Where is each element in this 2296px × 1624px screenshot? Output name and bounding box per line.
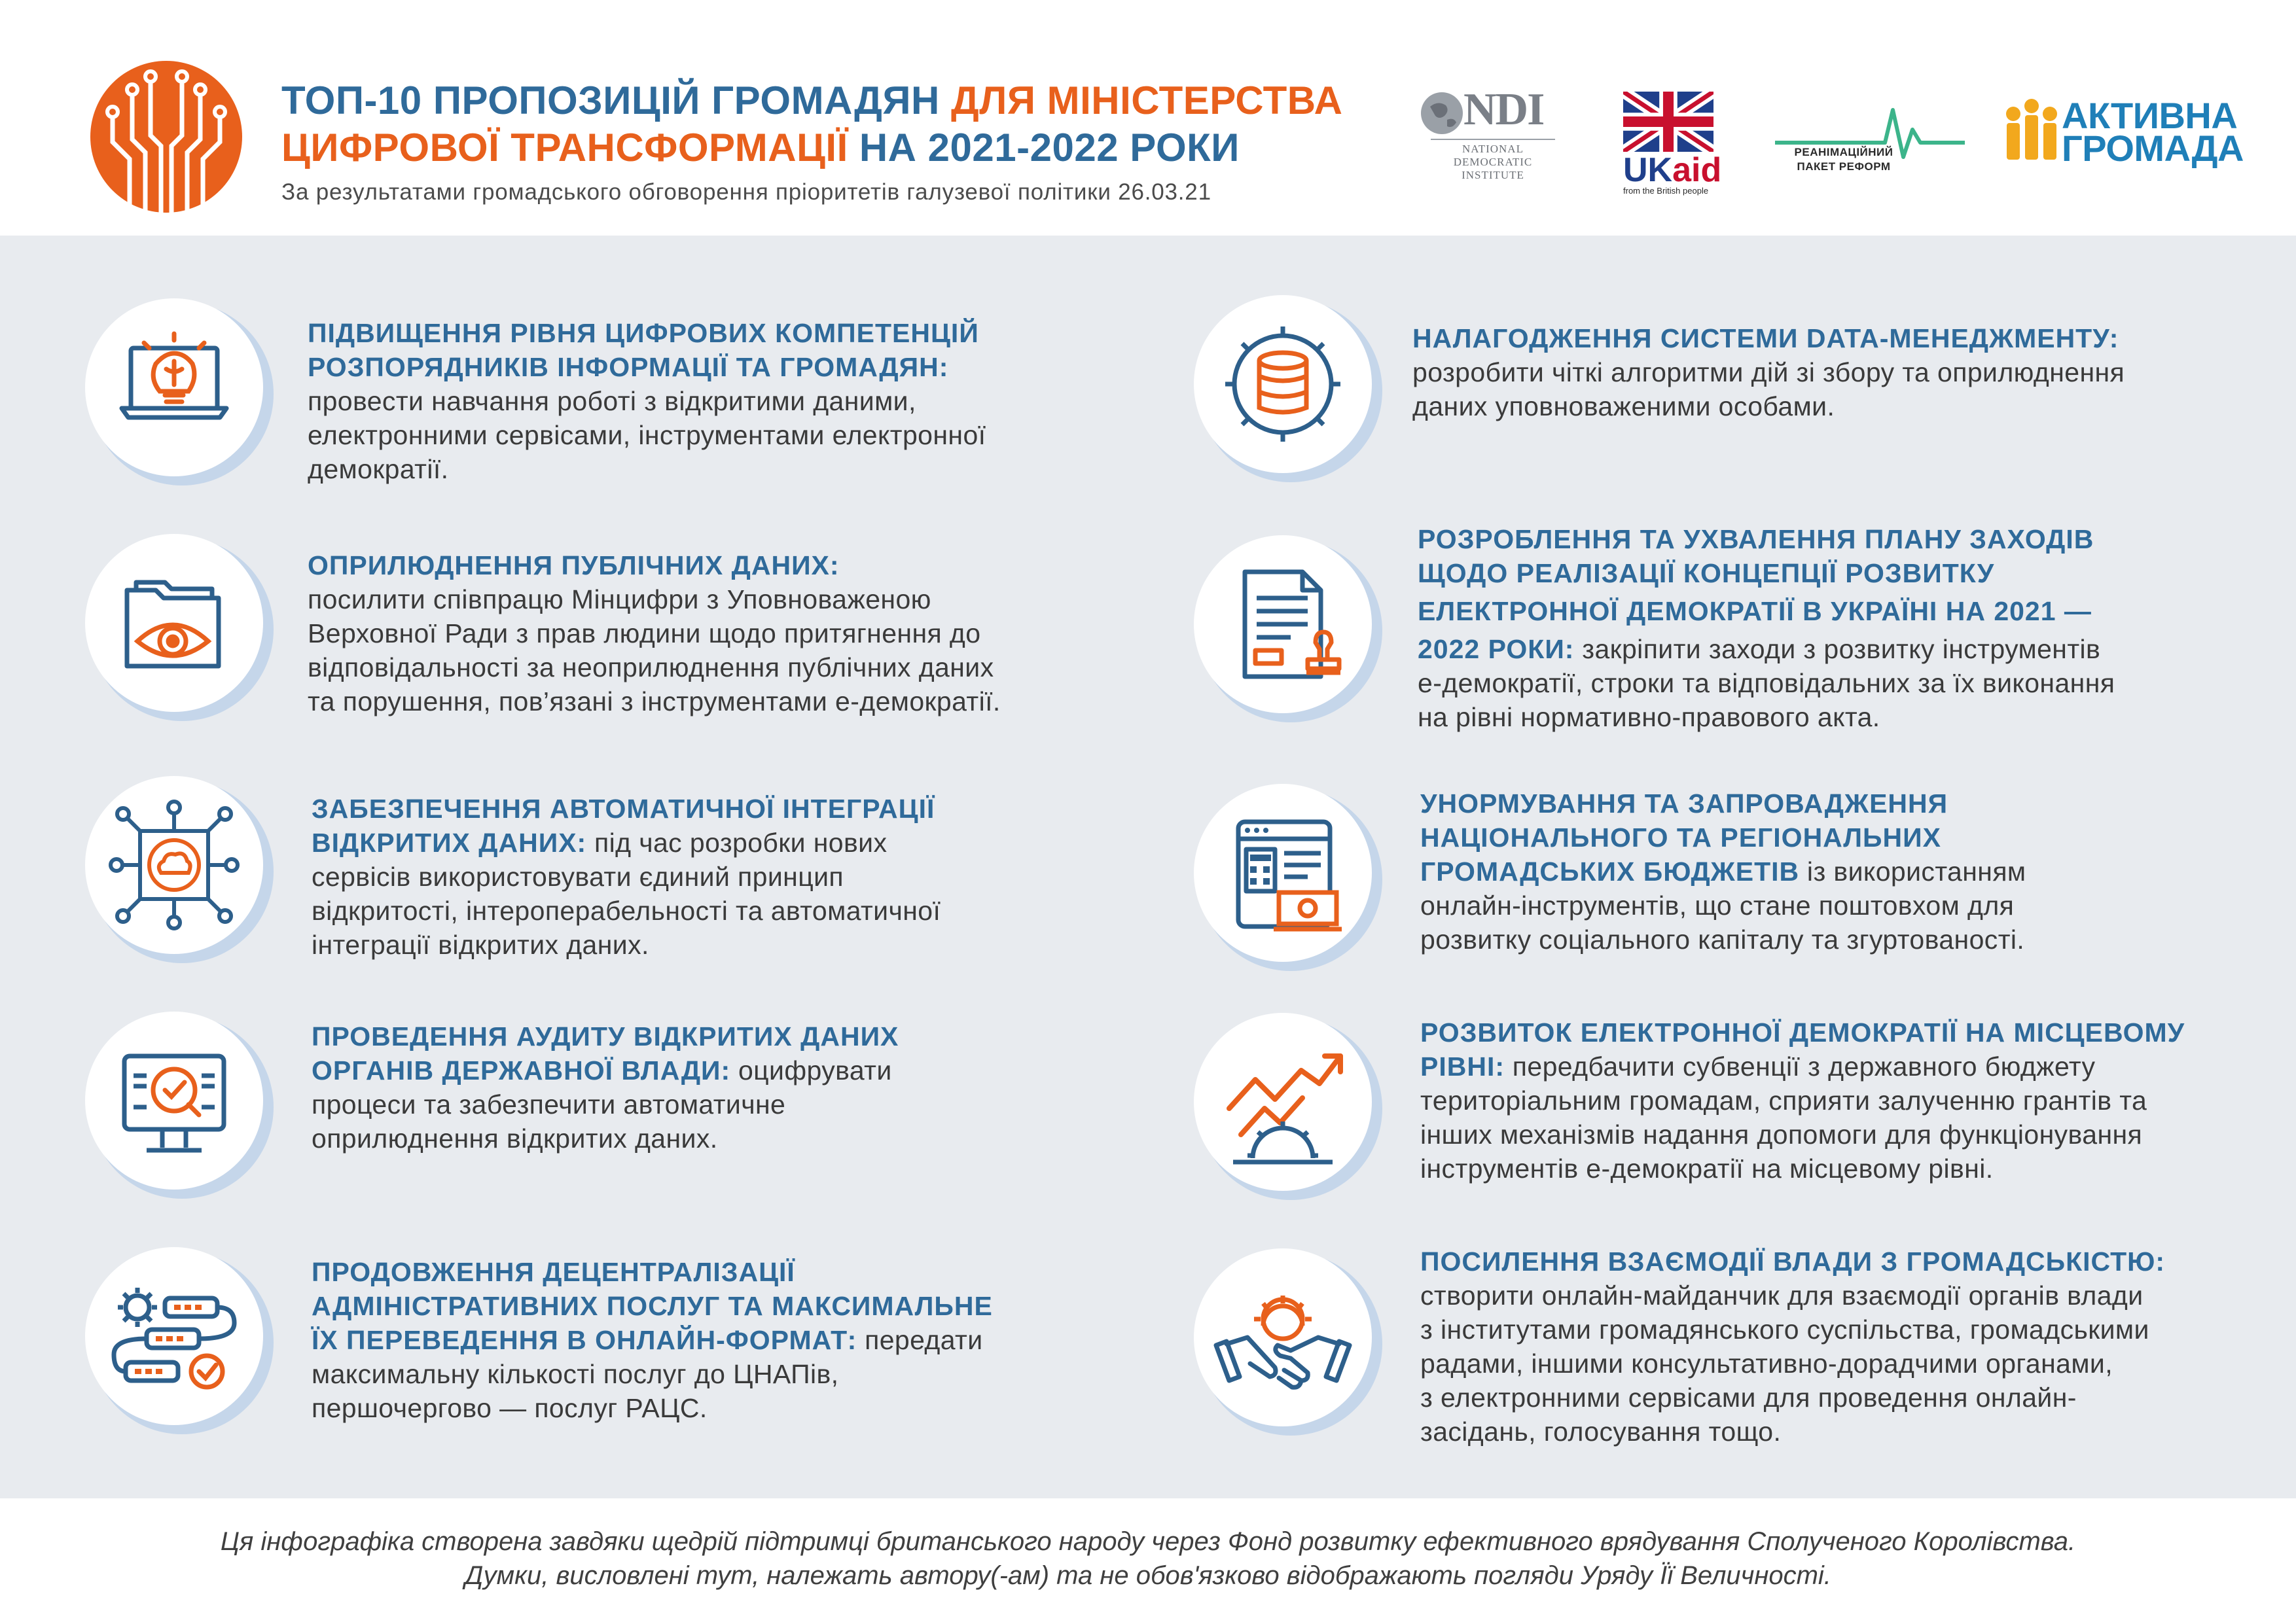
- proposal-text-6: НАЛАГОДЖЕННЯ СИСТЕМИ DATA-МЕНЕДЖМЕНТУ: розробити чіткі алгоритми дій зі збору та оприлюднення даних уповноваженими особами.: [1412, 323, 2125, 421]
- proposal-icon-7: [1193, 533, 1389, 729]
- folder-eye-icon: [84, 531, 280, 728]
- proposal-icon-1: [84, 296, 280, 492]
- workflow-gear-icon: [84, 1244, 280, 1441]
- monitor-check-icon: [84, 1009, 280, 1205]
- rpr-logo-text: РЕАНІМАЦІЙНИЙ ПАКЕТ РЕФОРМ: [1794, 146, 1893, 173]
- ukaid-subtitle: from the British people: [1623, 186, 1709, 196]
- proposal-icon-5: [84, 1244, 280, 1441]
- proposal-text-9: РОЗВИТОК ЕЛЕКТРОННОЇ ДЕМОКРАТІЇ НА МІСЦЕВОМУ РІВНІ: передбачити субвенції з державного бюджету територіальним громадам, сприяти залученню грантів та інших механізмів надання допомоги для функціонування інструментів е-демократії на місцевому рівні.: [1420, 1017, 2185, 1184]
- people-group-icon: [2001, 97, 2062, 169]
- ndi-logo: NDI: [1463, 84, 1544, 135]
- proposal-icon-6: [1193, 292, 1389, 489]
- ndi-rule: [1431, 139, 1555, 140]
- union-jack-icon: [1623, 92, 1713, 152]
- cloud-network-icon: [84, 773, 280, 970]
- document-stamp-icon: [1193, 533, 1389, 729]
- proposal-icon-10: [1193, 1246, 1389, 1442]
- ukaid-logo: UKaid: [1623, 151, 1722, 189]
- database-gear-icon: [1193, 292, 1389, 489]
- aktyvna-hromada-logo: АКТИВНА ГРОМАДА: [2062, 95, 2244, 169]
- proposal-icon-2: [84, 531, 280, 728]
- proposal-text-2: ОПРИЛЮДНЕННЯ ПУБЛІЧНИХ ДАНИХ: посилити співпрацю Мінцифри з Уповноваженою Верховної Ради з прав людини щодо притягнення до відповідальності за неоприлюднення публічних даних та порушення, пов’язані з інструментами е-демократії.: [308, 550, 1001, 716]
- growth-gear-icon: [1193, 1010, 1389, 1207]
- page-subtitle: За результатами громадського обговорення пріоритетів галузевої політики 26.03.21: [281, 179, 1211, 205]
- proposal-icon-9: [1193, 1010, 1389, 1207]
- lightbulb-laptop-icon: [84, 296, 280, 492]
- proposal-text-3: ЗАБЕЗПЕЧЕННЯ АВТОМАТИЧНОЇ ІНТЕГРАЦІЇ ВІДКРИТИХ ДАНИХ: під час розробки нових сервісів використовувати єдиний принцип відкритості, інтероперабельності та автоматичної інтеграції відкритих даних.: [312, 794, 941, 960]
- proposal-text-1: ПІДВИЩЕННЯ РІВНЯ ЦИФРОВИХ КОМПЕТЕНЦІЙ РОЗПОРЯДНИКІВ ІНФОРМАЦІЇ ТА ГРОМАДЯН: провести навчання роботі з відкритими даними, електронними сервісами, інструментами електронної демократії.: [308, 318, 986, 484]
- circuit-logo-icon: [90, 61, 242, 213]
- proposal-icon-8: [1193, 781, 1389, 978]
- proposal-text-8: УНОРМУВАННЯ ТА ЗАПРОВАДЖЕННЯ НАЦІОНАЛЬНОГО ТА РЕГІОНАЛЬНИХ ГРОМАДСЬКИХ БЮДЖЕТІВ із використанням онлайн-інструментів, що стане поштовхом для розвитку соціального капіталу та згуртованості.: [1420, 788, 2026, 955]
- budget-calculator-icon: [1193, 781, 1389, 978]
- proposal-text-10: ПОСИЛЕННЯ ВЗАЄМОДІЇ ВЛАДИ З ГРОМАДСЬКІСТЮ: створити онлайн-майданчик для взаємодії органів влади з інститутами громадянського суспільства, громадськими радами, іншими консультативно-дорадчими органами, з електронними сервісами для проведення онлайн- засідань, голосування тощо.: [1420, 1246, 2166, 1447]
- proposal-text-5: ПРОДОВЖЕННЯ ДЕЦЕНТРАЛІЗАЦІЇ АДМІНІСТРАТИВНИХ ПОСЛУГ ТА МАКСИМАЛЬНЕ ЇХ ПЕРЕВЕДЕННЯ В ОНЛАЙН-ФОРМАТ: передати максимальну кількості послуг до ЦНАПів, першочергово — послуг РАЦС.: [312, 1257, 993, 1423]
- handshake-gear-icon: [1193, 1246, 1389, 1442]
- page-title: ТОП-10 ПРОПОЗИЦІЙ ГРОМАДЯН ДЛЯ МІНІСТЕРСТВА ЦИФРОВОЇ ТРАНСФОРМАЦІЇ НА 2021-2022 РОКИ: [281, 79, 1343, 169]
- proposal-icon-3: [84, 773, 280, 970]
- proposal-icon-4: [84, 1009, 280, 1205]
- proposal-text-7: РОЗРОБЛЕННЯ ТА УХВАЛЕННЯ ПЛАНУ ЗАХОДІВ ЩОДО РЕАЛІЗАЦІЇ КОНЦЕПЦІЇ РОЗВИТКУ ЕЛЕКТРОННОЇ ДЕМОКРАТІЇ В УКРАЇНІ НА 2021 — 2022 РОКИ: закріпити заходи з розвитку інструментів е-демократії, строки та відповідальних за їх виконання на рівні нормативно-правового акта.: [1418, 524, 2115, 732]
- footer-disclaimer: Ця інфографіка створена завдяки щедрій підтримці британського народу через Фонд розвитку ефективного врядування Сполученого Королівства. Думки, висловлені тут, належать автору(-ам) та не обов'язково відображають погляди Уряду Її Величності.: [220, 1527, 2076, 1590]
- ndi-subtitle: NATIONAL DEMOCRATIC INSTITUTE: [1453, 143, 1533, 181]
- proposal-text-4: ПРОВЕДЕННЯ АУДИТУ ВІДКРИТИХ ДАНИХ ОРГАНІВ ДЕРЖАВНОЇ ВЛАДИ: оцифрувати процеси та забезпечити автоматичне оприлюднення відкритих даних.: [312, 1021, 899, 1154]
- ndi-globe-icon: [1416, 87, 1468, 139]
